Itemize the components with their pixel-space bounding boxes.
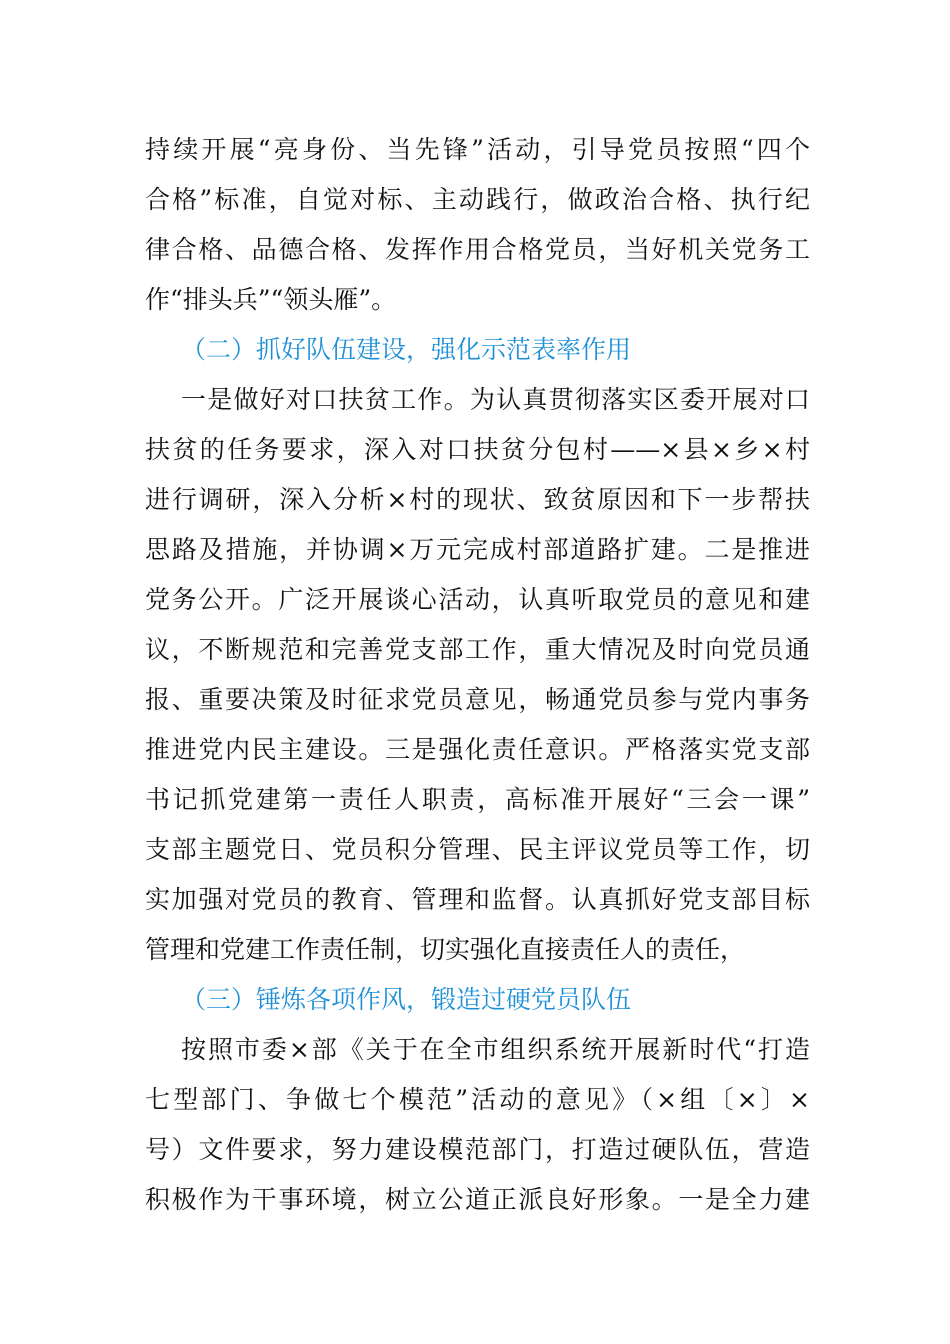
paragraph-line: 扶贫的任务要求，深入对口扶贫分包村——×县×乡×村 (145, 435, 810, 464)
paragraph-line: 进行调研，深入分析×村的现状、致贫原因和下一步帮扶 (145, 485, 810, 514)
paragraph-line: 一是做好对口扶贫工作。为认真贯彻落实区委开展对口 (181, 385, 810, 414)
paragraph-line: 支部主题党日、党员积分管理、民主评议党员等工作，切 (145, 835, 810, 864)
paragraph-line: 思路及措施，并协调×万元完成村部道路扩建。二是推进 (145, 535, 810, 564)
paragraph-line: 推进党内民主建设。三是强化责任意识。严格落实党支部 (145, 735, 810, 764)
paragraph-line: 七型部门、争做七个模范”活动的意见》（×组〔×〕× (145, 1085, 810, 1114)
paragraph-line: 持续开展“亮身份、当先锋”活动，引导党员按照“四个 (145, 135, 810, 164)
section-heading-3: （三）锤炼各项作风，锻造过硬党员队伍 (181, 985, 632, 1014)
paragraph-line: 按照市委×部《关于在全市组织系统开展新时代“打造 (181, 1035, 810, 1064)
paragraph-line: 律合格、品德合格、发挥作用合格党员，当好机关党务工 (145, 235, 810, 264)
section-heading-2: （二）抓好队伍建设，强化示范表率作用 (181, 335, 632, 364)
paragraph-line: 管理和党建工作责任制，切实强化直接责任人的责任， (145, 935, 746, 964)
paragraph-line: 议，不断规范和完善党支部工作，重大情况及时向党员通 (145, 635, 810, 664)
paragraph-line: 书记抓党建第一责任人职责，高标准开展好“三会一课” (145, 785, 810, 814)
paragraph-line: 作“排头兵”“领头雁”。 (145, 285, 397, 314)
paragraph-line: 党务公开。广泛开展谈心活动，认真听取党员的意见和建 (145, 585, 810, 614)
paragraph-line: 合格”标准，自觉对标、主动践行，做政治合格、执行纪 (145, 185, 810, 214)
paragraph-line: 积极作为干事环境，树立公道正派良好形象。一是全力建 (145, 1185, 810, 1214)
paragraph-line: 实加强对党员的教育、管理和监督。认真抓好党支部目标 (145, 885, 810, 914)
paragraph-line: 号）文件要求，努力建设模范部门，打造过硬队伍，营造 (145, 1135, 810, 1164)
document-body (145, 125, 810, 1225)
paragraph-line: 报、重要决策及时征求党员意见，畅通党员参与党内事务 (145, 685, 810, 714)
